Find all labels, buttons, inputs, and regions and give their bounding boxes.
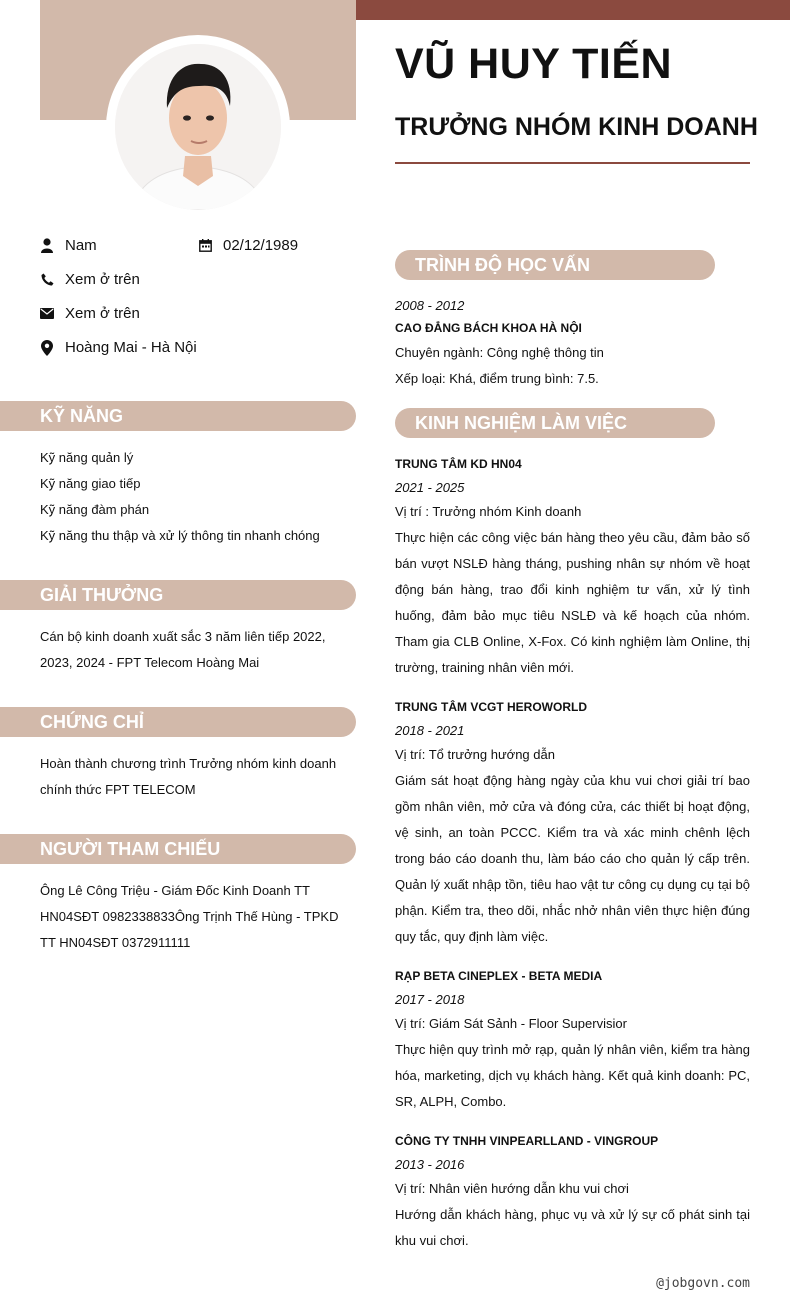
- references-heading: NGƯỜI THAM CHIẾU: [0, 834, 356, 864]
- skill-item: Kỹ năng thu thập và xử lý thông tin nhanh chóng: [40, 528, 320, 543]
- candidate-name: VŨ HUY TIẾN: [395, 40, 673, 88]
- experience-org: TRUNG TÂM VCGT HEROWORLD: [395, 700, 587, 714]
- calendar-icon: [198, 238, 212, 254]
- email-value: Xem ở trên: [65, 305, 140, 322]
- top-accent-bar: [356, 0, 790, 20]
- title-divider: [395, 162, 750, 164]
- address-value: Hoàng Mai - Hà Nội: [65, 339, 197, 356]
- phone-icon: [40, 272, 54, 288]
- education-period: 2008 - 2012: [395, 298, 465, 313]
- experience-entry: [395, 965, 750, 1115]
- experience-period: 2017 - 2018: [395, 992, 465, 1007]
- experience-entry: [395, 696, 750, 950]
- awards-text: Cán bộ kinh doanh xuất sắc 3 năm liên tiếp 2022, 2023, 2024 - FPT Telecom Hoàng Mai: [40, 629, 326, 670]
- email-icon: [40, 306, 54, 322]
- watermark: @jobgovn.com: [656, 1276, 750, 1291]
- experience-org: TRUNG TÂM KD HN04: [395, 457, 522, 471]
- education-major: Chuyên ngành: Công nghệ thông tin: [395, 345, 604, 360]
- experience-position: Vị trí : Trưởng nhóm Kinh doanh: [395, 504, 582, 519]
- certificates-text: Hoàn thành chương trình Trưởng nhóm kinh doanh chính thức FPT TELECOM: [40, 756, 337, 797]
- user-icon: [40, 238, 54, 254]
- gender-row: [40, 237, 97, 254]
- certificates-heading: CHỨNG CHỈ: [0, 707, 356, 737]
- avatar-illustration: [115, 44, 281, 210]
- job-title: TRƯỞNG NHÓM KINH DOANH: [395, 113, 758, 141]
- experience-description: Thực hiện quy trình mở rạp, quản lý nhân viên, kiểm tra hàng hóa, marketing, dịch vụ khách hàng. Kết quả kinh doanh: PC, SR, ALPH, Combo.: [395, 1042, 750, 1109]
- experience-org: CÔNG TY TNHH VINPEARLLAND - VINGROUP: [395, 1134, 659, 1148]
- phone-value: Xem ở trên: [65, 271, 140, 288]
- skill-item: Kỹ năng giao tiếp: [40, 476, 141, 491]
- experience-heading: KINH NGHIỆM LÀM VIỆC: [395, 408, 715, 438]
- avatar: [115, 44, 281, 210]
- experience-description: Giám sát hoạt động hàng ngày của khu vui chơi giải trí bao gồm nhân viên, mở cửa và đóng cửa, các thiết bị hoạt động, vệ sinh, an toàn PCCC. Kiểm tra và xác minh chênh lệch trong báo cáo doanh thu, làm báo cáo cho quản lý cấp trên. Quản lý xuất nhập tồn, tiêu hao vật tư công cụ dụng cụ tại bộ phận. Kiểm tra, theo dõi, nhắc nhở nhân viên thực hiện đúng quy tắc, quy định làm việc.: [395, 773, 750, 944]
- experience-period: 2013 - 2016: [395, 1157, 465, 1172]
- location-pin-icon: [40, 340, 54, 356]
- education-grade: Xếp loại: Khá, điểm trung bình: 7.5.: [395, 371, 599, 386]
- experience-position: Vị trí: Tổ trưởng hướng dẫn: [395, 747, 555, 762]
- skills-heading: KỸ NĂNG: [0, 401, 356, 431]
- skill-item: Kỹ năng đàm phán: [40, 502, 150, 517]
- address-row: [40, 339, 197, 356]
- education-school: CAO ĐẲNG BÁCH KHOA HÀ NỘI: [395, 321, 582, 335]
- dob-row: [198, 237, 298, 254]
- awards-heading: GIẢI THƯỞNG: [0, 580, 356, 610]
- email-row: [40, 305, 140, 322]
- gender-value: Nam: [65, 237, 97, 254]
- experience-position: Vị trí: Nhân viên hướng dẫn khu vui chơi: [395, 1181, 629, 1196]
- experience-period: 2018 - 2021: [395, 723, 465, 738]
- phone-row: [40, 271, 140, 288]
- education-heading: TRÌNH ĐỘ HỌC VẤN: [395, 250, 715, 280]
- experience-org: RẠP BETA CINEPLEX - BETA MEDIA: [395, 969, 603, 983]
- references-text: Ông Lê Công Triệu - Giám Đốc Kinh Doanh TT HN04SĐT 0982338833Ông Trịnh Thế Hùng - TPKD TT HN04SĐT 0372911111: [40, 883, 339, 950]
- experience-entry: [395, 1130, 750, 1254]
- experience-description: Thực hiện các công việc bán hàng theo yêu cầu, đảm bảo số bán vượt NSLĐ hàng tháng, pushing nhân sự nhóm về hoạt động bán hàng, trao đổi kinh nghiệm tư vấn, xử lý tình huống, đảm bảo mục tiêu NSLĐ và kế hoạch của nhóm. Tham gia CLB Online, X-Fox. Có kinh nghiệm làm Online, thị trường, training nhân viên mới.: [395, 530, 750, 675]
- education-entry: [395, 294, 750, 392]
- experience-position: Vị trí: Giám Sát Sảnh - Floor Supervisior: [395, 1016, 627, 1031]
- experience-entry: [395, 453, 750, 681]
- dob-value: 02/12/1989: [223, 237, 299, 254]
- experience-period: 2021 - 2025: [395, 480, 465, 495]
- experience-description: Hướng dẫn khách hàng, phục vụ và xử lý sự cố phát sinh tại khu vui chơi.: [395, 1207, 750, 1248]
- skill-item: Kỹ năng quản lý: [40, 450, 134, 465]
- skills-list: [40, 445, 356, 549]
